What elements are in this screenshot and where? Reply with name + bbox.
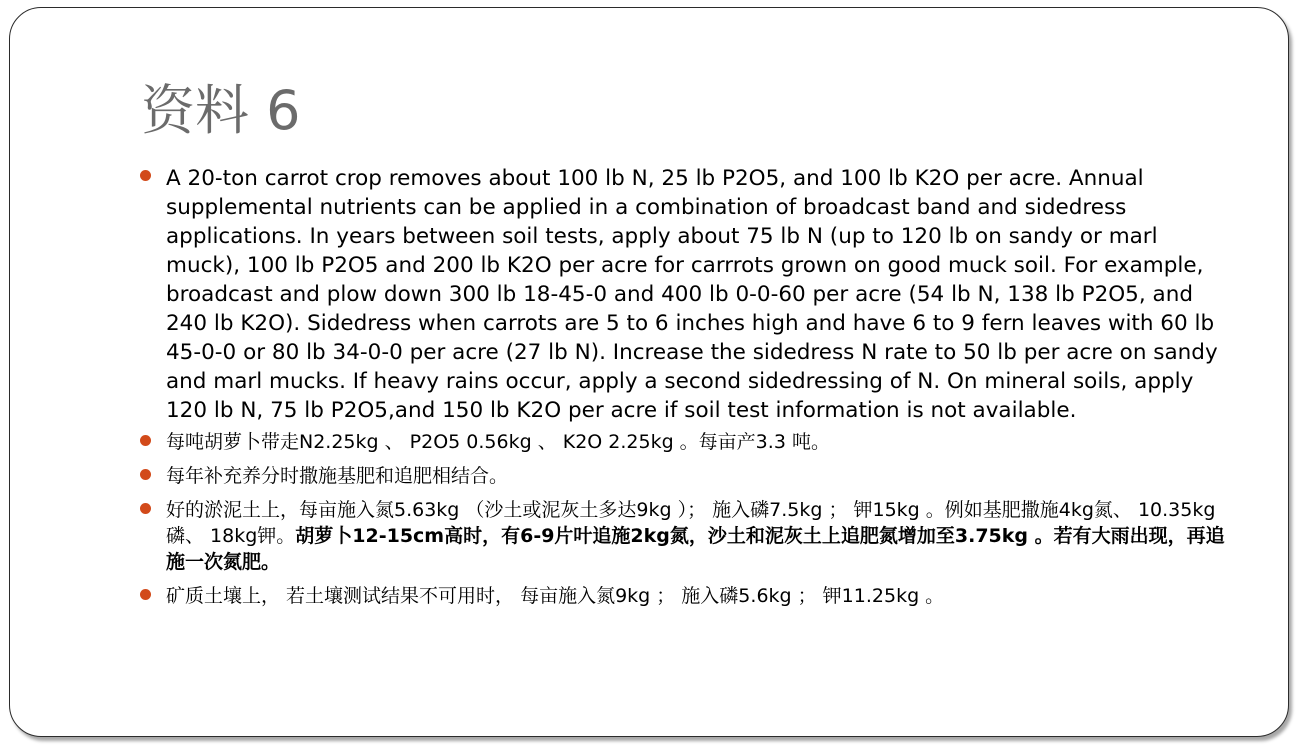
bullet-text: 每年补充养分时撒施基肥和追肥相结合。 — [166, 465, 509, 487]
bullet-dot-icon — [140, 469, 151, 480]
bullet-text: 矿质土壤上， 若土壤测试结果不可用时， 每亩施入氮9kg ； 施入磷5.6kg ； 钾11.25kg 。 — [166, 585, 945, 607]
bullet-dot-icon — [140, 503, 151, 514]
bullet-item-mineral-soil — [139, 583, 1229, 609]
slide-title: 资料 6 — [141, 79, 301, 142]
bullet-text: A 20-ton carrot crop removes about 100 lb N, 25 lb P2O5, and 100 lb K2O per acre. Annual supplemental nutrients can be applied in a combination of broadcast band and sidedress applications. In years between soil tests, apply about 75 lb N (up to 120 lb on sandy or marl muck), 100 lb P2O5 and 200 lb K2O per acre for carrrots grown on good muck soil. For example, broadcast and plow down 300 lb 18-45-0 and 400 lb 0-0-60 per acre (54 lb N, 138 lb P2O5, and 240 lb K2O). Sidedress when carrots are 5 to 6 inches high and have 6 to 9 fern leaves with 60 lb 45-0-0 or 80 lb 34-0-0 per acre (27 lb N). Increase the sidedress N rate to 50 lb per acre on sandy and marl mucks. If heavy rains occur, apply a second sidedressing of N. On mineral soils, apply 120 lb N, 75 lb P2O5,and 150 lb K2O per acre if soil test information is not available. — [166, 166, 1218, 423]
bullet-item-muck-soil — [139, 497, 1229, 575]
bullet-text: 每吨胡萝卜带走N2.25kg 、 P2O5 0.56kg 、 K2O 2.25kg 。每亩产3.3 吨。 — [166, 431, 830, 453]
bullet-list — [139, 164, 1229, 617]
bullet-item-english — [139, 164, 1229, 425]
bullet-text — [166, 497, 1229, 575]
bullet-text-bold: 胡萝卜12-15cm高时，有6-9片叶追施2kg氮，沙土和泥灰土上追肥氮增加至3.75kg 。若有大雨出现，再追施一次氮肥。 — [166, 525, 1225, 573]
bullet-text-regular: 好的淤泥土上，每亩施入氮5.63kg （沙土或泥灰土多达9kg ）； 施入磷7.5kg ； 钾15kg 。例如基肥撒施4kg氮、 10.35kg磷、 18kg钾。 — [166, 499, 1216, 547]
bullet-item-annual — [139, 463, 1229, 489]
bullet-dot-icon — [140, 589, 151, 600]
bullet-dot-icon — [140, 435, 151, 446]
bullet-dot-icon — [140, 170, 151, 181]
bullet-item-removal — [139, 429, 1229, 455]
